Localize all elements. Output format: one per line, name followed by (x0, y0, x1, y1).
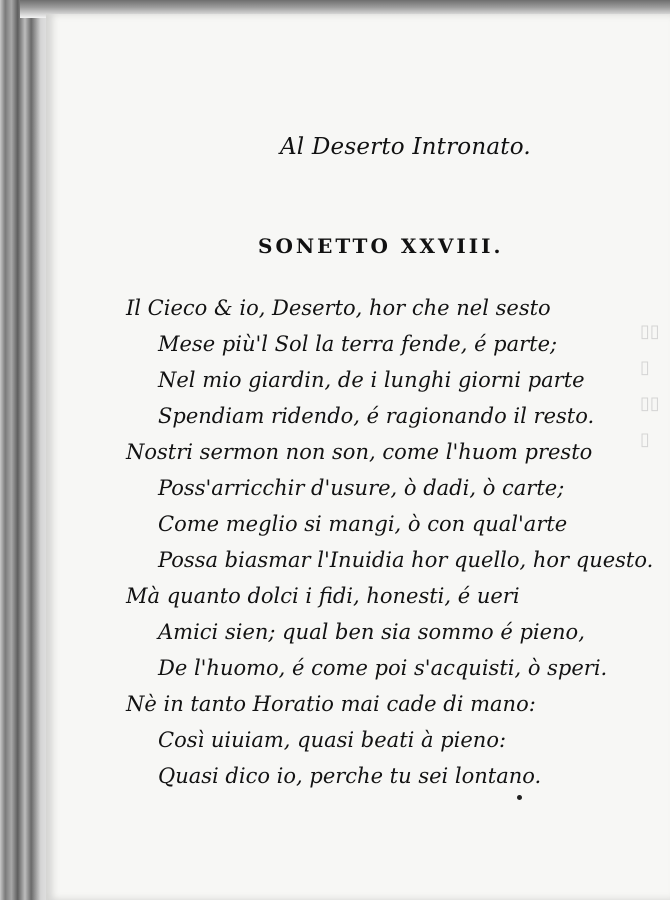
verse-line: Quasi dico io, perche tu sei lontano. (158, 764, 542, 788)
verse-line: Nostri sermon non son, come l'huom presto (126, 440, 593, 464)
book-fore-edge (0, 0, 52, 900)
verse-line: Come meglio si mangi, ò con qual'arte (158, 512, 568, 536)
show-through-text: ▯▯ ▯ ▯▯ ▯ (640, 321, 660, 450)
verse-line: De l'huomo, é come poi s'acquisti, ò speri. (158, 656, 608, 680)
verse-line: Spendiam ridendo, é ragionando il resto. (158, 404, 595, 428)
verse-line: Nè in tanto Horatio mai cade di mano: (126, 692, 536, 716)
verse-line: Poss'arricchir d'usure, ò dadi, ò carte; (158, 476, 565, 500)
ink-speck (517, 795, 522, 800)
verse-line: Mese più'l Sol la terra fende, é parte; (158, 332, 558, 356)
dedication-heading: Al Deserto Intronato. (280, 134, 531, 160)
verse-line: Il Cieco & io, Deserto, hor che nel sesto (126, 296, 551, 320)
verse-line: Così uiuiam, quasi beati à pieno: (158, 728, 507, 752)
verse-line: Amici sien; qual ben sia sommo é pieno, (158, 620, 585, 644)
verse-line: Possa biasmar l'Inuidia hor quello, hor questo. (158, 548, 654, 572)
verse-line: Mà quanto dolci i fidi, honesti, é ueri (126, 584, 520, 608)
verse-line: Nel mio giardin, de i lunghi giorni parte (158, 368, 585, 392)
sonnet-title: SONETTO XXVIII. (258, 234, 504, 258)
